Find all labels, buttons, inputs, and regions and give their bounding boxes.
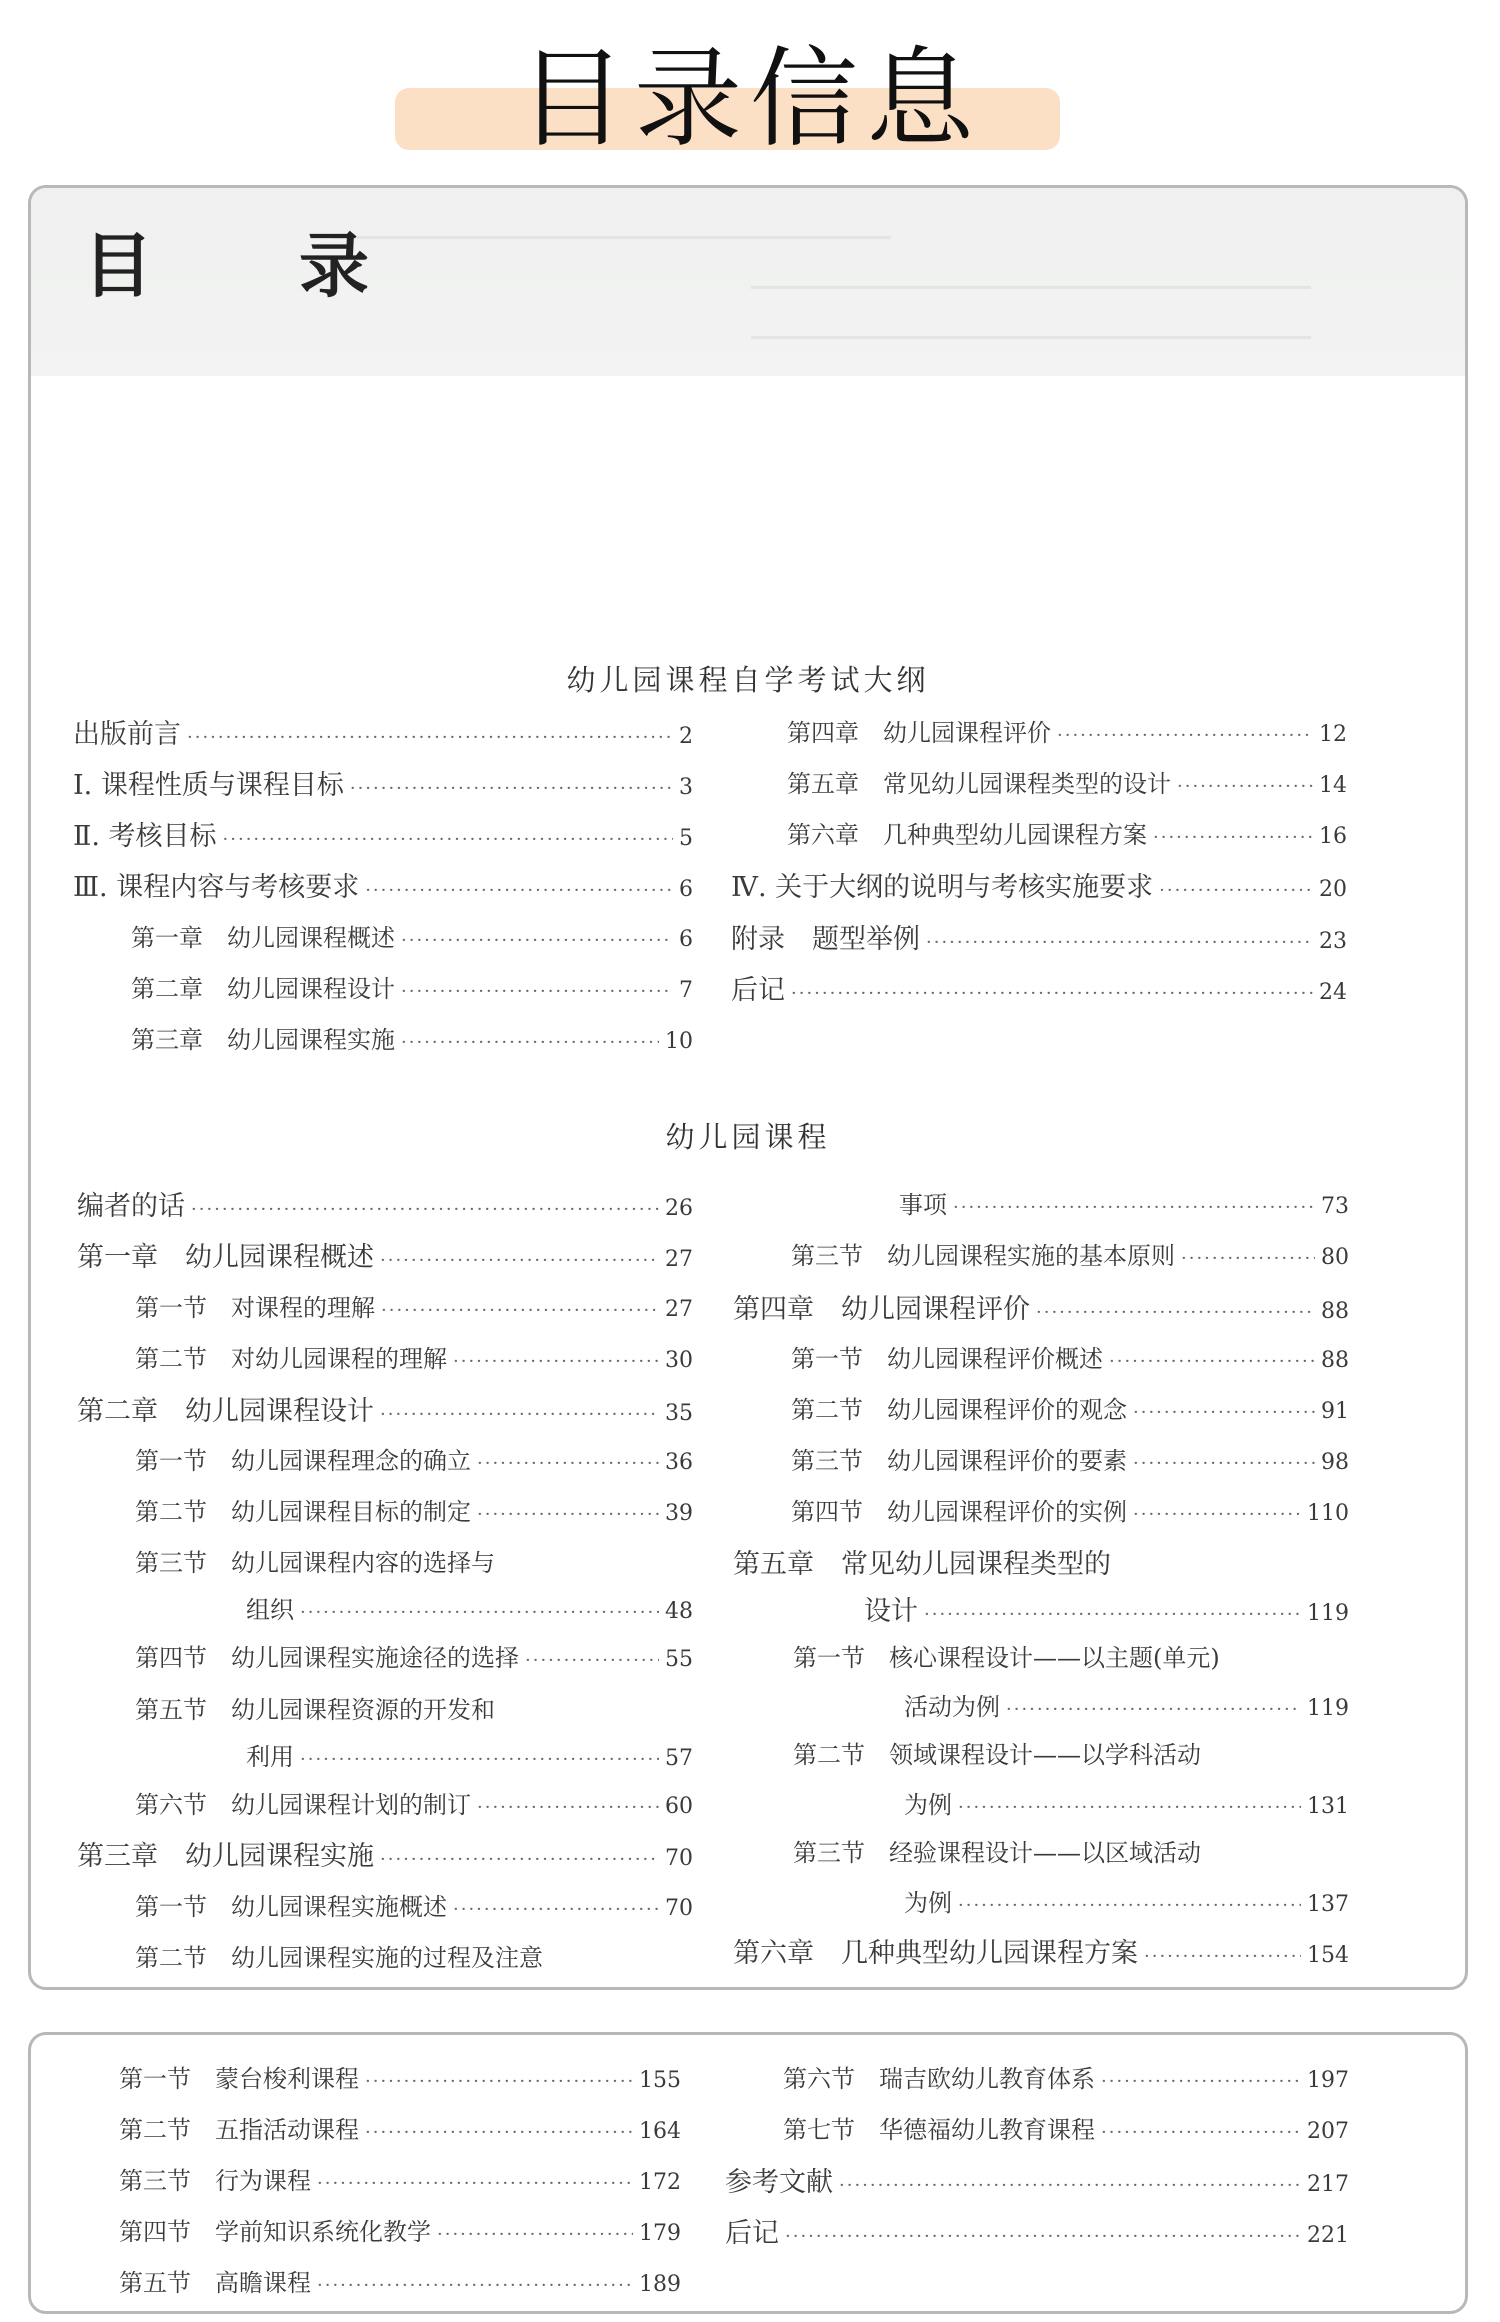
- leader-dots: [525, 1652, 659, 1670]
- toc-entry-page: 119: [1307, 1601, 1349, 1626]
- toc-entry-label: 为例: [904, 1791, 952, 1819]
- toc-entry-page: 70: [665, 1896, 693, 1921]
- leader-dots: [477, 1799, 659, 1817]
- toc-entry-label: 第三节 行为课程: [119, 2167, 311, 2195]
- toc-entry-page: 14: [1319, 773, 1347, 798]
- toc-entry[interactable]: [73, 772, 693, 799]
- toc-entry-page: 98: [1321, 1450, 1349, 1475]
- toc-entry-label: 参考文献: [725, 2167, 833, 2198]
- toc-entry[interactable]: [733, 1551, 1349, 1578]
- toc-entry-label: 第七节 华德福幼儿教育课程: [783, 2116, 1095, 2144]
- toc-entry[interactable]: [135, 1551, 693, 1575]
- toc-entry-page: 12: [1319, 722, 1347, 747]
- leader-dots: [453, 1353, 659, 1371]
- toc-entry-page: 88: [1321, 1299, 1349, 1324]
- leader-dots: [401, 932, 673, 950]
- leader-dots: [223, 831, 673, 849]
- toc-entry-label: 第六节 瑞吉欧幼儿教育体系: [783, 2065, 1095, 2093]
- toc-entry[interactable]: [131, 926, 693, 951]
- toc-entry-page: 70: [665, 1846, 693, 1871]
- leader-dots: [791, 985, 1313, 1003]
- toc-entry[interactable]: [135, 1500, 693, 1525]
- toc-entry-page: 35: [665, 1401, 693, 1426]
- toc-entry-label: 事项: [899, 1191, 947, 1219]
- leader-dots: [350, 780, 673, 798]
- toc-entry-label: Ⅳ. 关于大纲的说明与考核实施要求: [731, 872, 1154, 903]
- toc-entry-page: 5: [679, 826, 693, 851]
- toc-entry-page: 10: [665, 1029, 693, 1054]
- toc-entry-page: 27: [665, 1297, 693, 1322]
- toc-entry-label: 第三节 幼儿园课程实施的基本原则: [791, 1242, 1175, 1270]
- toc-heading-mu: 目: [83, 224, 153, 307]
- toc-entry[interactable]: [733, 1940, 1349, 1967]
- faded-background-strip: [31, 188, 1465, 376]
- leader-dots: [1101, 2124, 1301, 2142]
- toc-entry-label: 第三章 幼儿园课程实施: [131, 1026, 395, 1054]
- toc-entry-label: 利用: [246, 1743, 294, 1771]
- toc-panel-continued: [28, 2032, 1468, 2314]
- leader-dots: [1133, 1455, 1315, 1473]
- leader-dots: [958, 1897, 1301, 1915]
- toc-entry[interactable]: [77, 1843, 693, 1870]
- header-banner: [0, 0, 1500, 170]
- toc-entry-label: 第四节 幼儿园课程实施途径的选择: [135, 1644, 519, 1672]
- toc-entry[interactable]: [899, 1193, 1349, 1218]
- toc-entry[interactable]: [731, 977, 1347, 1004]
- leader-dots: [953, 1199, 1315, 1217]
- toc-entry[interactable]: [904, 1695, 1349, 1720]
- toc-entry-label: 第一章 幼儿园课程概述: [77, 1242, 374, 1273]
- toc-entry-label: 活动为例: [904, 1693, 1000, 1721]
- toc-entry[interactable]: [73, 823, 693, 850]
- leader-dots: [381, 1302, 659, 1320]
- leader-dots: [477, 1455, 659, 1473]
- leader-dots: [1006, 1701, 1301, 1719]
- toc-entry[interactable]: [73, 721, 693, 748]
- toc-entry[interactable]: [135, 1698, 693, 1722]
- toc-entry-page: 154: [1307, 1943, 1349, 1968]
- toc-entry-label: Ⅲ. 课程内容与考核要求: [73, 872, 360, 903]
- toc-entry-page: 16: [1319, 824, 1347, 849]
- toc-entry[interactable]: [791, 1347, 1349, 1372]
- toc-entry-label: 第三节 幼儿园课程内容的选择与: [135, 1549, 495, 1577]
- toc-entry-label: 编者的话: [77, 1191, 185, 1222]
- toc-entry-page: 207: [1307, 2119, 1349, 2144]
- leader-dots: [1177, 778, 1313, 796]
- toc-entry-page: 23: [1319, 929, 1347, 954]
- toc-entry[interactable]: [731, 874, 1347, 901]
- toc-entry-label: 第三节 幼儿园课程评价的要素: [791, 1447, 1127, 1475]
- leader-dots: [453, 1901, 659, 1919]
- leader-dots: [300, 1604, 659, 1622]
- toc-entry[interactable]: [904, 1891, 1349, 1916]
- toc-entry-page: 6: [679, 877, 693, 902]
- toc-entry[interactable]: [246, 1598, 693, 1623]
- toc-entry-label: 第二节 幼儿园课程实施的过程及注意: [135, 1944, 543, 1972]
- toc-entry-label: 第四节 学前知识系统化教学: [119, 2218, 431, 2246]
- toc-entry[interactable]: [119, 2271, 681, 2296]
- toc-entry-label: 第二章 幼儿园课程设计: [131, 975, 395, 1003]
- toc-entry-label: 第一章 幼儿园课程概述: [131, 924, 395, 952]
- leader-dots: [380, 1406, 659, 1424]
- toc-entry[interactable]: [73, 874, 693, 901]
- toc-entry-page: 27: [665, 1247, 693, 1272]
- toc-entry-label: Ⅰ. 课程性质与课程目标: [73, 770, 344, 801]
- leader-dots: [1159, 882, 1313, 900]
- toc-entry-label: 第四章 幼儿园课程评价: [733, 1294, 1030, 1325]
- leader-dots: [1109, 1353, 1315, 1371]
- toc-entry-page: 2: [679, 724, 693, 749]
- toc-entry[interactable]: [783, 2118, 1349, 2143]
- faded-line: [331, 236, 891, 239]
- toc-heading-lu: 录: [299, 224, 369, 307]
- toc-entry[interactable]: [135, 1793, 693, 1818]
- toc-entry-label: 第二节 五指活动课程: [119, 2116, 359, 2144]
- leader-dots: [1181, 1250, 1315, 1268]
- toc-panel: [28, 185, 1468, 1990]
- toc-entry-page: 3: [679, 775, 693, 800]
- toc-entry-page: 88: [1321, 1348, 1349, 1373]
- leader-dots: [300, 1751, 659, 1769]
- toc-entry[interactable]: [787, 772, 1347, 797]
- toc-entry-page: 73: [1321, 1194, 1349, 1219]
- toc-entry[interactable]: [119, 2169, 681, 2194]
- leader-dots: [839, 2177, 1301, 2195]
- leader-dots: [924, 1606, 1301, 1624]
- toc-entry[interactable]: [135, 1946, 693, 1970]
- toc-entry[interactable]: [791, 1244, 1349, 1269]
- toc-entry[interactable]: [783, 2067, 1349, 2092]
- toc-entry[interactable]: [787, 721, 1347, 746]
- leader-dots: [926, 934, 1313, 952]
- toc-entry-label: 第三章 幼儿园课程实施: [77, 1841, 374, 1872]
- toc-entry-label: 第一节 核心课程设计——以主题(单元): [793, 1644, 1220, 1672]
- toc-entry-label: 后记: [725, 2218, 779, 2249]
- toc-entry-label: 第一节 对课程的理解: [135, 1294, 375, 1322]
- leader-dots: [1133, 1506, 1301, 1524]
- toc-entry-page: 221: [1307, 2223, 1349, 2248]
- toc-entry-page: 55: [665, 1647, 693, 1672]
- toc-entry[interactable]: [135, 1646, 693, 1671]
- toc-entry[interactable]: [77, 1193, 693, 1220]
- toc-entry[interactable]: [135, 1347, 693, 1372]
- toc-entry[interactable]: [135, 1296, 693, 1321]
- toc-entry-page: 57: [665, 1746, 693, 1771]
- toc-entry[interactable]: [904, 1793, 1349, 1818]
- leader-dots: [187, 729, 673, 747]
- toc-entry-label: 第五章 常见幼儿园课程类型的: [733, 1549, 1111, 1580]
- toc-entry-label: 第二节 幼儿园课程评价的观念: [791, 1396, 1127, 1424]
- leader-dots: [1036, 1304, 1315, 1322]
- leader-dots: [380, 1252, 659, 1270]
- toc-entry[interactable]: [725, 2169, 1349, 2196]
- toc-entry-page: 7: [679, 978, 693, 1003]
- toc-entry-label: 第六节 幼儿园课程计划的制订: [135, 1791, 471, 1819]
- toc-entry-page: 197: [1307, 2068, 1349, 2093]
- section-title-course: 幼儿园课程: [665, 1120, 831, 1154]
- leader-dots: [365, 2073, 633, 2091]
- toc-entry-page: 155: [639, 2068, 681, 2093]
- toc-entry[interactable]: [793, 1841, 1349, 1865]
- toc-entry[interactable]: [119, 2220, 681, 2245]
- toc-entry-label: 第一节 幼儿园课程实施概述: [135, 1893, 447, 1921]
- toc-entry-label: 附录 题型举例: [731, 924, 920, 955]
- toc-entry-page: 131: [1307, 1794, 1349, 1819]
- toc-entry[interactable]: [793, 1743, 1349, 1767]
- leader-dots: [477, 1506, 659, 1524]
- toc-entry-page: 137: [1307, 1892, 1349, 1917]
- toc-entry[interactable]: [725, 2220, 1349, 2247]
- toc-entry[interactable]: [791, 1449, 1349, 1474]
- toc-entry-page: 80: [1321, 1245, 1349, 1270]
- toc-entry[interactable]: [733, 1296, 1349, 1323]
- toc-entry[interactable]: [135, 1895, 693, 1920]
- toc-entry[interactable]: [791, 1500, 1349, 1525]
- toc-entry-label: 第六章 几种典型幼儿园课程方案: [733, 1938, 1138, 1969]
- toc-entry-page: 172: [639, 2170, 681, 2195]
- leader-dots: [1133, 1404, 1315, 1422]
- leader-dots: [958, 1799, 1301, 1817]
- leader-dots: [401, 1034, 659, 1052]
- leader-dots: [317, 2175, 633, 2193]
- leader-dots: [1144, 1948, 1301, 1966]
- toc-entry-label: 第一节 幼儿园课程理念的确立: [135, 1447, 471, 1475]
- toc-entry-label: 第二节 幼儿园课程目标的制定: [135, 1498, 471, 1526]
- toc-entry-label: 第五节 幼儿园课程资源的开发和: [135, 1696, 495, 1724]
- toc-entry-label: 后记: [731, 975, 785, 1006]
- toc-entry[interactable]: [787, 823, 1347, 848]
- page-title: 目录信息: [517, 37, 982, 162]
- toc-entry-page: 60: [665, 1794, 693, 1819]
- toc-entry-label: Ⅱ. 考核目标: [73, 821, 217, 852]
- toc-entry-label: 第五章 常见幼儿园课程类型的设计: [787, 770, 1171, 798]
- toc-entry[interactable]: [864, 1598, 1349, 1625]
- toc-entry-page: 179: [639, 2221, 681, 2246]
- toc-entry-page: 110: [1307, 1501, 1349, 1526]
- leader-dots: [401, 983, 673, 1001]
- toc-entry-page: 91: [1321, 1399, 1349, 1424]
- toc-entry-page: 119: [1307, 1696, 1349, 1721]
- toc-entry-label: 出版前言: [73, 719, 181, 750]
- toc-entry-page: 6: [679, 927, 693, 952]
- leader-dots: [1101, 2073, 1301, 2091]
- faded-line: [751, 336, 1311, 339]
- toc-entry-page: 24: [1319, 980, 1347, 1005]
- toc-entry-label: 第五节 高瞻课程: [119, 2269, 311, 2297]
- toc-entry-label: 第二节 领域课程设计——以学科活动: [793, 1741, 1201, 1769]
- toc-entry-page: 39: [665, 1501, 693, 1526]
- toc-entry[interactable]: [131, 1028, 693, 1053]
- toc-entry-label: 第一节 幼儿园课程评价概述: [791, 1345, 1103, 1373]
- toc-entry-label: 第三节 经验课程设计——以区域活动: [793, 1839, 1201, 1867]
- toc-entry-label: 组织: [246, 1596, 294, 1624]
- leader-dots: [365, 2124, 633, 2142]
- toc-entry-label: 第一节 蒙台梭利课程: [119, 2065, 359, 2093]
- toc-entry[interactable]: [131, 977, 693, 1002]
- toc-entry-page: 20: [1319, 877, 1347, 902]
- leader-dots: [365, 882, 673, 900]
- toc-entry-page: 217: [1307, 2172, 1349, 2197]
- leader-dots: [1057, 727, 1313, 745]
- toc-entry-page: 30: [665, 1348, 693, 1373]
- toc-entry-label: 第四节 幼儿园课程评价的实例: [791, 1498, 1127, 1526]
- leader-dots: [317, 2277, 633, 2295]
- toc-entry-page: 164: [639, 2119, 681, 2144]
- toc-entry-label: 设计: [864, 1596, 918, 1627]
- toc-entry[interactable]: [731, 926, 1347, 953]
- toc-entry-label: 第六章 几种典型幼儿园课程方案: [787, 821, 1147, 849]
- faded-line: [751, 286, 1311, 289]
- leader-dots: [437, 2226, 633, 2244]
- toc-entry[interactable]: [793, 1646, 1349, 1670]
- toc-entry[interactable]: [791, 1398, 1349, 1423]
- leader-dots: [191, 1201, 659, 1219]
- toc-entry-label: 第四章 幼儿园课程评价: [787, 719, 1051, 747]
- toc-entry[interactable]: [77, 1398, 693, 1425]
- toc-entry[interactable]: [135, 1449, 693, 1474]
- toc-entry-page: 48: [665, 1599, 693, 1624]
- toc-entry[interactable]: [246, 1745, 693, 1770]
- toc-entry-label: 为例: [904, 1889, 952, 1917]
- leader-dots: [1153, 829, 1313, 847]
- toc-entry-page: 36: [665, 1450, 693, 1475]
- toc-entry-page: 26: [665, 1196, 693, 1221]
- toc-entry[interactable]: [119, 2118, 681, 2143]
- toc-entry[interactable]: [77, 1244, 693, 1271]
- section-title-syllabus: 幼儿园课程自学考试大纲: [566, 663, 930, 697]
- toc-entry-page: 189: [639, 2272, 681, 2297]
- toc-entry-label: 第二章 幼儿园课程设计: [77, 1396, 374, 1427]
- leader-dots: [785, 2228, 1301, 2246]
- toc-entry-label: 第二节 对幼儿园课程的理解: [135, 1345, 447, 1373]
- toc-entry[interactable]: [119, 2067, 681, 2092]
- leader-dots: [380, 1851, 659, 1869]
